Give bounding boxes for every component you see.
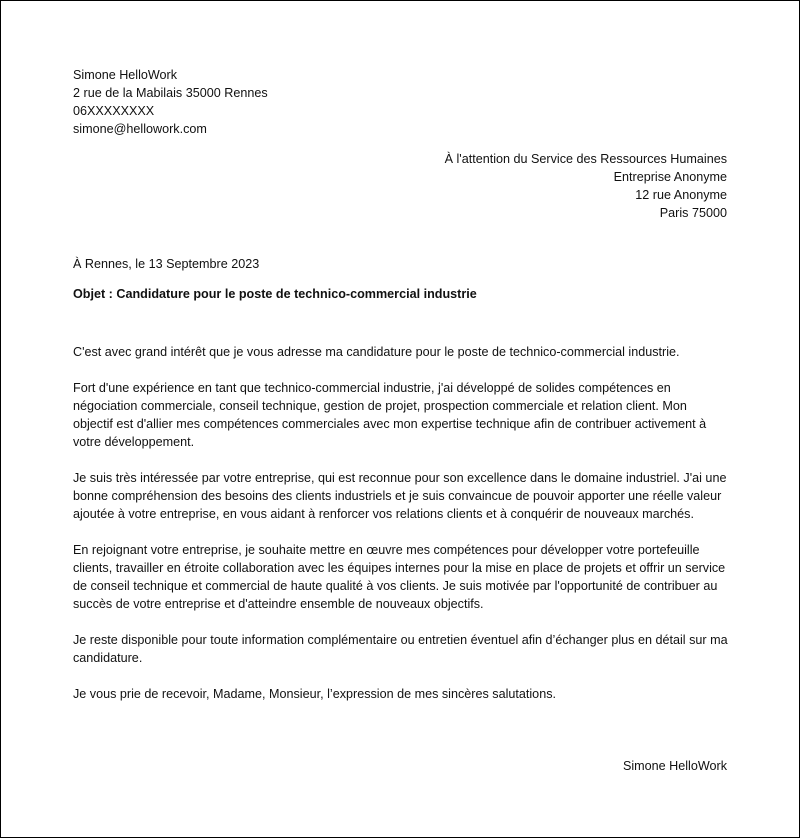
letter-date: À Rennes, le 13 Septembre 2023 xyxy=(73,257,260,271)
signature: Simone HelloWork xyxy=(622,759,727,773)
recipient-company: Entreprise Anonyme xyxy=(613,170,727,184)
recipient-street: 12 rue Anonyme xyxy=(635,188,727,202)
body-paragraph: Je reste disponible pour toute information complémentaire ou entretien éventuel afin d’échanger plus en détail sur ma candidature. xyxy=(73,633,728,665)
recipient-city: Paris 75000 xyxy=(659,206,727,220)
recipient-attention: À l'attention du Service des Ressources Humaines xyxy=(444,152,727,166)
sender-name: Simone HelloWork xyxy=(73,68,178,82)
body-paragraph: Fort d'une expérience en tant que technico-commercial industrie, j'ai développé de solides compétences en négociation commerciale, conseil technique, gestion de projet, prospection commerciale et relation client. Mon objectif est d'allier mes compétences commerciales avec mon expertise technique afin de contribuer activement à votre développement. xyxy=(73,381,707,449)
sender-phone: 06XXXXXXXX xyxy=(73,104,155,118)
body-paragraph: C'est avec grand intérêt que je vous adresse ma candidature pour le poste de technico-commercial industrie. xyxy=(73,345,680,359)
body-paragraph: Je suis très intéressée par votre entreprise, qui est reconnue pour son excellence dans le domaine industriel. J'ai une bonne compréhension des besoins des clients industriels et je suis convaincue de pouvoir apporter une réelle valeur ajoutée à votre entreprise, en vous aidant à renforcer vos relations clients et à conquérir de nouveaux marchés. xyxy=(73,471,727,521)
letter-body xyxy=(73,343,729,721)
body-paragraph: Je vous prie de recevoir, Madame, Monsieur, l’expression de mes sincères salutations. xyxy=(73,687,556,701)
recipient-block xyxy=(445,150,727,222)
sender-block xyxy=(73,66,268,138)
sender-address: 2 rue de la Mabilais 35000 Rennes xyxy=(73,86,268,100)
letter-subject: Objet : Candidature pour le poste de technico-commercial industrie xyxy=(73,287,477,301)
sender-email: simone@hellowork.com xyxy=(73,122,207,136)
body-paragraph: En rejoignant votre entreprise, je souhaite mettre en œuvre mes compétences pour développer votre portefeuille clients, travailler en étroite collaboration avec les équipes internes pour la mise en place de projets et offrir un service de conseil technique et commercial de haute qualité à vos clients. Je suis motivée par l'opportunité de contribuer au succès de votre entreprise et d'atteindre ensemble de nouveaux objectifs. xyxy=(73,543,726,611)
